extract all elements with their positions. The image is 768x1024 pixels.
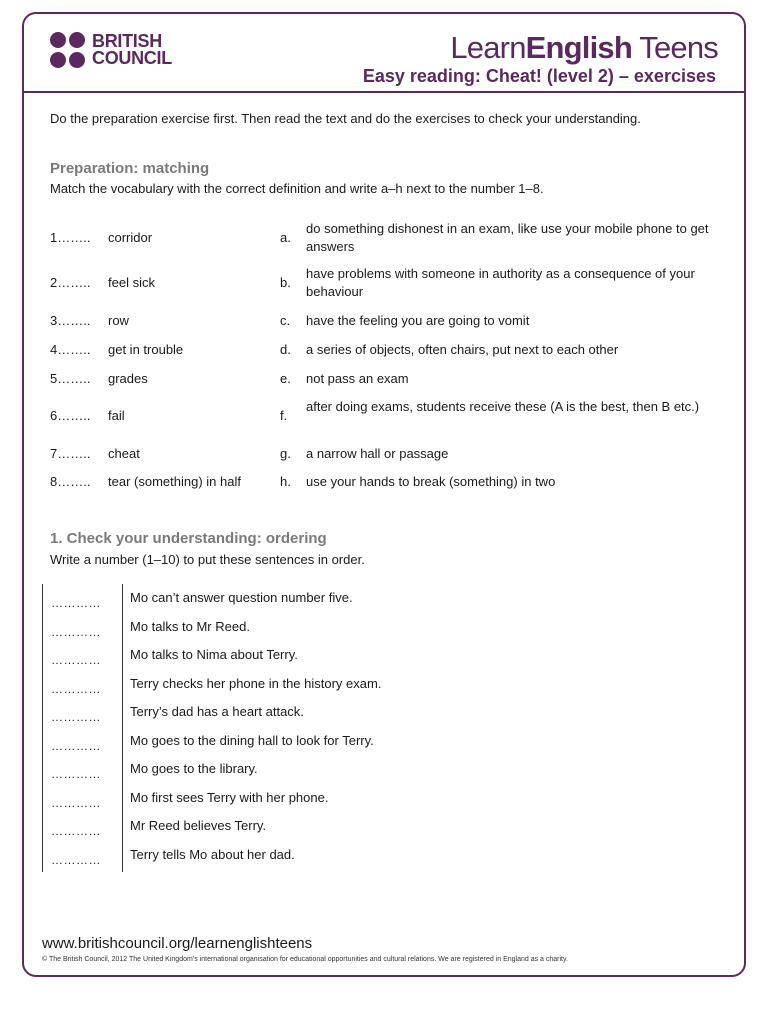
order-number-blank[interactable]: ………… [51, 710, 101, 724]
definition-letter: b. [280, 275, 291, 290]
ordering-row [42, 812, 482, 841]
header-divider [22, 91, 746, 93]
ordering-row [42, 727, 482, 756]
definition-text: use your hands to break (something) in two [306, 474, 556, 489]
order-number-blank[interactable]: ………… [51, 852, 101, 867]
answer-blank[interactable]: 8…….. [50, 474, 91, 489]
ordering-row [42, 670, 482, 699]
definition-text: have the feeling you are going to vomit [306, 313, 530, 328]
british-council-line2: COUNCIL [92, 48, 172, 68]
vocabulary-word: tear (something) in half [108, 474, 241, 489]
preparation-instruction: Match the vocabulary with the correct definition and write a–h next to the number 1–8. [50, 181, 544, 196]
matching-row [50, 398, 720, 434]
ordering-row [42, 698, 482, 727]
matching-row [50, 312, 720, 330]
intro-text: Do the preparation exercise first. Then read the text and do the exercises to check your understanding. [50, 111, 641, 126]
order-number-blank[interactable]: ………… [51, 767, 101, 781]
matching-row [50, 265, 720, 301]
ordering-instruction: Write a number (1–10) to put these sentences in order. [50, 552, 365, 567]
ordering-row [42, 841, 482, 870]
british-council-dots-icon [50, 32, 86, 68]
learnenglish-teens-logo [450, 30, 718, 66]
ordering-sentence: Mo can’t answer question number five. [130, 590, 353, 605]
vocabulary-word: row [108, 313, 129, 328]
ordering-sentence: Terry’s dad has a heart attack. [130, 704, 304, 719]
british-council-line1: BRITISH [92, 31, 162, 51]
definition-letter: f. [280, 408, 288, 423]
definition-letter: a. [280, 230, 291, 245]
definition-text: a narrow hall or passage [306, 446, 449, 461]
footer-copyright: © The British Council, 2012 The United Kingdom’s international organisation for educational opportunities and cultural relations. We are registered in England as a charity. [42, 956, 568, 963]
vocabulary-word: corridor [108, 230, 153, 245]
ordering-sentence: Terry checks her phone in the history exam. [130, 675, 382, 691]
preparation-heading: Preparation: matching [50, 160, 210, 177]
ordering-row [42, 641, 482, 670]
definition-text: have problems with someone in authority as a consequence of your behaviour [306, 266, 695, 299]
definition-text: a series of objects, often chairs, put next to each other [306, 342, 619, 357]
ordering-sentence: Mo goes to the library. [130, 761, 258, 776]
logo-teens: Teens [632, 30, 718, 65]
definition-text: do something dishonest in an exam, like use your mobile phone to get answers [306, 221, 709, 254]
vocabulary-word: cheat [108, 446, 140, 461]
ordering-row [42, 755, 482, 784]
order-number-blank[interactable]: ………… [51, 795, 101, 810]
answer-blank[interactable]: 3…….. [50, 313, 91, 328]
answer-blank[interactable]: 1…….. [50, 230, 91, 245]
ordering-sentence: Mo talks to Mr Reed. [130, 618, 250, 634]
order-number-blank[interactable]: ………… [51, 681, 101, 696]
definition-letter: h. [280, 474, 291, 489]
ordering-row [42, 584, 482, 613]
ordering-sentence: Mo talks to Nima about Terry. [130, 647, 298, 662]
ordering-table [42, 584, 482, 872]
ordering-sentence: Terry tells Mo about her dad. [130, 846, 295, 862]
logo-english: English [525, 30, 633, 65]
answer-blank[interactable]: 4…….. [50, 342, 91, 357]
ordering-heading: 1. Check your understanding: ordering [50, 530, 327, 547]
order-number-blank[interactable]: ………… [51, 824, 101, 838]
definition-text: after doing exams, students receive these (A is the best, then B etc.) [306, 399, 700, 414]
matching-row [50, 445, 720, 463]
ordering-sentence: Mr Reed believes Terry. [130, 818, 267, 833]
answer-blank[interactable]: 7…….. [50, 446, 91, 461]
definition-letter: e. [280, 371, 291, 386]
matching-row [50, 341, 720, 359]
answer-blank[interactable]: 6…….. [50, 408, 91, 423]
definition-letter: g. [280, 446, 291, 461]
matching-row [50, 220, 720, 256]
order-number-blank[interactable]: ………… [51, 653, 101, 667]
vocabulary-word: get in trouble [108, 342, 184, 357]
ordering-row [42, 613, 482, 642]
logo-learn: Learn [450, 30, 526, 65]
british-council-logo [50, 32, 172, 68]
definition-text: not pass an exam [306, 371, 409, 386]
footer-url[interactable]: www.britishcouncil.org/learnenglishteens [42, 935, 313, 952]
order-number-blank[interactable]: ………… [51, 738, 101, 753]
vocabulary-word: feel sick [108, 275, 155, 290]
ordering-row [42, 784, 482, 813]
order-number-blank[interactable]: ………… [51, 596, 101, 610]
answer-blank[interactable]: 5…….. [50, 371, 91, 386]
definition-letter: c. [280, 313, 291, 328]
page-title: Easy reading: Cheat! (level 2) – exercises [362, 66, 716, 86]
vocabulary-word: grades [108, 371, 148, 386]
answer-blank[interactable]: 2…….. [50, 275, 91, 290]
order-number-blank[interactable]: ………… [51, 624, 101, 639]
ordering-sentence: Mo first sees Terry with her phone. [130, 789, 329, 805]
ordering-sentence: Mo goes to the dining hall to look for Terry. [130, 732, 374, 748]
definition-letter: d. [280, 342, 291, 357]
matching-row [50, 370, 720, 388]
matching-row [50, 473, 720, 491]
vocabulary-word: fail [108, 408, 125, 423]
